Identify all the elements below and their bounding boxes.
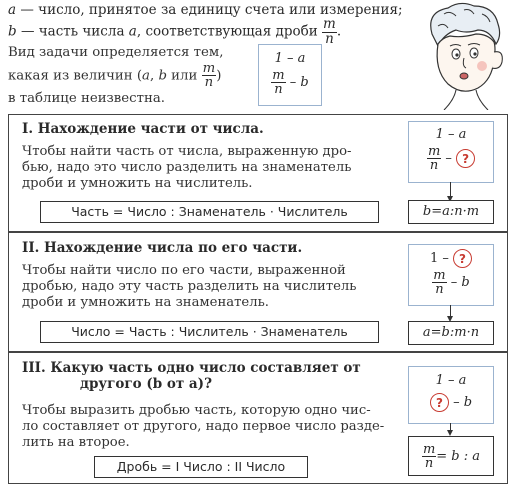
or-word: или: [166, 68, 202, 84]
arrow-down-icon: [450, 423, 451, 431]
scheme-minus: –: [441, 151, 457, 166]
result-rest: = b : a: [436, 448, 481, 464]
section-2-text-line: Чтобы найти число по его части, выраженной: [22, 263, 346, 278]
section-1-result: b=a:n·m: [408, 200, 494, 224]
intro-line-2-text-b: , соответствующая дроби: [136, 23, 323, 40]
scheme-top-row: [409, 249, 493, 268]
section-2-scheme-box: [408, 244, 494, 306]
section-1-text: [22, 144, 402, 192]
frac-den: n: [429, 158, 439, 173]
scheme-top-row: 1 – a: [435, 373, 467, 388]
frac-den: n: [435, 282, 444, 297]
arrow-down-icon: [450, 305, 451, 317]
problem-type-line-1: Вид задачи определяется тем,: [8, 45, 224, 60]
scheme-top-row: 1 – a: [435, 127, 467, 142]
scheme-top-row: 1 – a: [274, 51, 306, 66]
section-3-scheme-box: [408, 366, 494, 424]
comma: ,: [149, 68, 159, 84]
question-circle-icon: ?: [453, 249, 472, 268]
frac-den: n: [204, 75, 214, 91]
frac-den: n: [424, 455, 434, 471]
frac-num: m: [272, 68, 285, 83]
intro-line-2: [8, 18, 341, 46]
scheme-bottom-row: [259, 69, 321, 96]
scheme-bottom-row: [409, 145, 493, 172]
fraction-m-n: [202, 62, 217, 90]
var-a-2: a: [128, 23, 137, 40]
section-1-text-line: Чтобы найти часть от числа, выраженную дро-: [22, 144, 352, 159]
intro-line-1: [8, 1, 403, 19]
question-circle-icon: ?: [430, 393, 449, 412]
section-1-title: I. Нахождение части от числа.: [22, 121, 264, 137]
frac-den: n: [274, 82, 283, 97]
arrow-down-icon: [450, 182, 451, 197]
fraction-m-n: [422, 443, 436, 470]
var-a: a: [142, 68, 150, 84]
problem-type-line-3: в таблице неизвестна.: [8, 90, 165, 106]
boy-illustration: [404, 0, 516, 110]
intro-end: .: [336, 23, 342, 40]
frac-num: m: [323, 16, 336, 32]
intro-line-1-text: — число, принятое за единицу счета или измерения;: [16, 2, 403, 18]
fraction-m-n: [322, 18, 337, 46]
section-2-result: a=b:m·n: [408, 321, 494, 345]
intro-line-2-text-a: — часть числа: [16, 23, 129, 40]
problem-type-line-2: [8, 62, 223, 90]
section-3-result: [408, 436, 494, 476]
fraction-m-n: [432, 269, 446, 296]
section-2-text: [22, 263, 402, 311]
section-2-text-line: дробью, надо эту часть разделить на числитель: [22, 279, 357, 294]
problem-type-text: [8, 44, 223, 108]
scheme-bottom-row: [409, 393, 493, 412]
frac-num: m: [433, 268, 446, 283]
frac-num: m: [202, 61, 216, 76]
frac-num: m: [422, 441, 436, 457]
section-3-text-line: лить на второе.: [22, 435, 130, 450]
section-1-text-line: дроби и умножить на числитель.: [22, 176, 253, 191]
section-3-formula: Дробь = I Число : II Число: [94, 456, 308, 478]
scheme-minus-b: – b: [446, 275, 470, 290]
scheme-minus-b: – b: [285, 75, 309, 90]
fraction-m-n: [427, 145, 441, 172]
section-2-title: II. Нахождение числа по его части.: [22, 240, 303, 256]
var-b: b: [8, 23, 17, 40]
close-paren: ): [216, 68, 222, 84]
section-3-text-line: ло составляет от другого, надо первое число разде-: [22, 419, 385, 434]
fraction-m-n: [271, 69, 285, 96]
scheme-bottom-row: [409, 269, 493, 296]
section-3-text-line: Чтобы выразить дробью часть, которую одно чис-: [22, 403, 371, 418]
section-2-formula: Число = Часть : Числитель · Знаменатель: [40, 321, 379, 343]
question-circle-icon: ?: [456, 149, 475, 168]
scheme-one-minus: 1 –: [429, 251, 454, 266]
section-3-text: [22, 403, 406, 451]
line2a: какая из величин (: [8, 68, 143, 84]
scheme-minus-b: – b: [448, 395, 473, 410]
section-3-title: [22, 360, 361, 392]
section-3-title-line-1: III. Какую часть одно число составляет от: [22, 360, 361, 376]
section-3-title-line-2: другого (b от a)?: [80, 376, 212, 392]
frac-den: n: [325, 30, 334, 47]
section-2-text-line: дроби и умножить на знаменатель.: [22, 295, 269, 310]
var-a: a: [8, 2, 17, 18]
section-1-scheme-box: [408, 121, 494, 183]
frac-num: m: [427, 144, 441, 159]
problem-type-scheme-box: [258, 44, 322, 106]
section-1-text-line: бью, надо это число разделить на знаменатель: [22, 160, 352, 175]
var-b: b: [158, 68, 167, 84]
section-1-formula: Часть = Число : Знаменатель · Числитель: [40, 201, 379, 223]
